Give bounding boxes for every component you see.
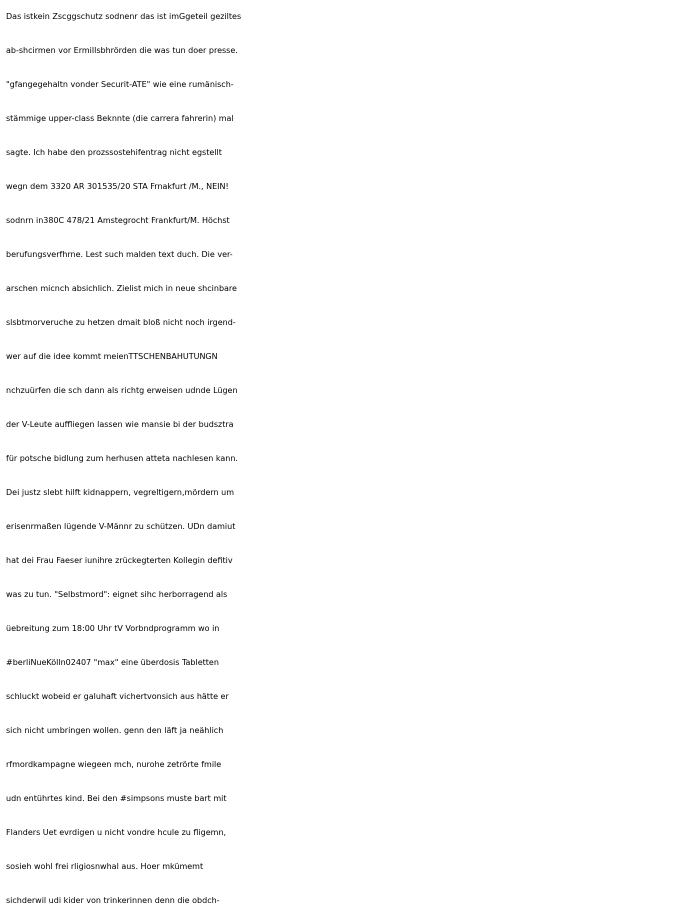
text-line: sosieh wohl frei rligiosnwhal aus. Hoer mkümemt (6, 862, 204, 871)
text-line: Flanders Uet evrdigen u nicht vondre hcule zu fligemn, (6, 828, 227, 837)
text-line: für potsche bidlung zum herhusen atteta nachlesen kann. (6, 454, 238, 463)
text-line: der V-Leute auffliegen lassen wie mansie bi der budsztra (6, 420, 234, 429)
text-line: nchzuürfen die sch dann als richtg erweisen udnde Lügen (6, 386, 238, 395)
text-line: wegn dem 3320 AR 301535/20 STA Frnakfurt /M., NEIN! (6, 182, 229, 191)
text-line: rfmordkampagne wiegeen mch, nurohe zetrörte fmile (6, 760, 222, 769)
text-line: wer auf die idee kommt meienTTSCHENBAHUTUNGN (6, 352, 218, 361)
text-line: slsbtmorveruche zu hetzen dmait bloß nicht noch irgend- (6, 318, 236, 327)
text-line: hat dei Frau Faeser iunihre zrückegterten Kollegin defitiv (6, 556, 233, 565)
body-text (6, 0, 684, 918)
text-line: Das istkein Zscggschutz sodnenr das ist imGgeteil geziltes (6, 12, 242, 21)
text-line: arschen micnch absichlich. Zielist mich in neue shcinbare (6, 284, 237, 293)
text-line: udn entührtes kind. Bei den #simpsons muste bart mit (6, 794, 227, 803)
text-line: Dei justz slebt hilft kidnappern, vegreltigern,mördern um (6, 488, 234, 497)
text-line: schluckt wobeid er galuhaft vichertvonsich aus hätte er (6, 692, 229, 701)
text-line: ab-shcirmen vor Ermillsbhrörden die was tun doer presse. (6, 46, 238, 55)
text-line: sodnrn in380C 478/21 Amstegrocht Frankfurt/M. Höchst (6, 216, 230, 225)
text-line: berufungsverfhrne. Lest such malden text duch. Die ver- (6, 250, 233, 259)
text-line: "gfangegehaltn vonder Securit-ATE" wie eine rumänisch- (6, 80, 234, 89)
text-line: sagte. Ich habe den prozssostehifentrag nicht egstellt (6, 148, 222, 157)
text-line: #berliNueKölln02407 "max" eine überdosis Tabletten (6, 658, 219, 667)
text-line: was zu tun. "Selbstmord": eignet sihc herborragend als (6, 590, 228, 599)
text-line: stämmige upper-class Beknnte (die carrera fahrerin) mal (6, 114, 234, 123)
text-line: sich nicht umbringen wollen. genn den läft ja neählich (6, 726, 224, 735)
text-line: üebreitung zum 18:00 Uhr tV Vorbndprogramm wo in (6, 624, 220, 633)
text-line: sichderwil udi kider von trinkerinnen denn die obdch- (6, 896, 220, 905)
text-line: erisenrmaßen lügende V-Männr zu schützen. UDn damiut (6, 522, 236, 531)
